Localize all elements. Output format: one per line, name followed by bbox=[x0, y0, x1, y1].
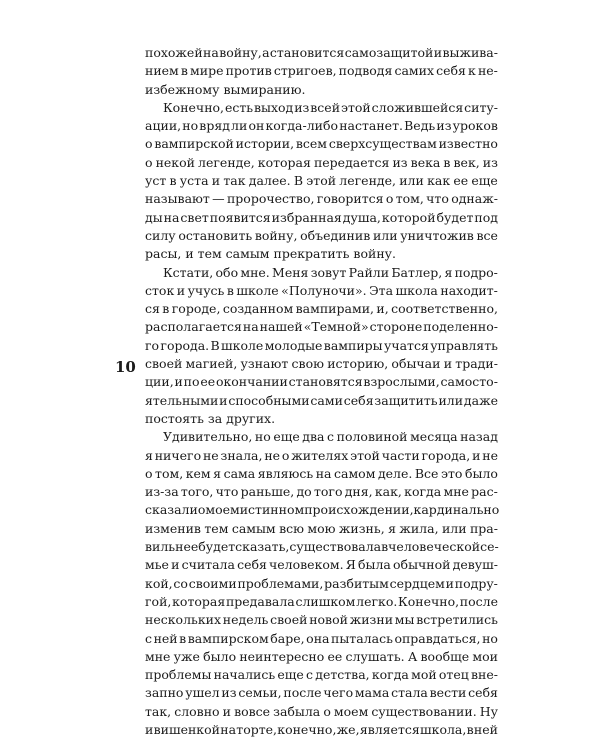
text-line: кой, со своими проблемами, разбитым сердцем и подру- bbox=[145, 575, 498, 591]
text-line: мне уже было неинтересно ее слушать. А вообще мои bbox=[145, 648, 498, 664]
text-line: Удивительно, но еще два с половиной месяца назад bbox=[163, 429, 498, 445]
text-line: проблемы начались еще с детства, когда мой отец вне- bbox=[145, 667, 498, 683]
text-line: ации, но вряд ли он когда-либо настанет. Ведь из уроков bbox=[145, 118, 498, 134]
text-line: ды на свет появится избранная душа, которой будет под bbox=[145, 209, 498, 225]
text-line: о некой легенде, которая передается из века в век, из bbox=[145, 154, 498, 170]
text-line: гой, которая предавала слишком легко. Конечно, после bbox=[145, 593, 498, 609]
text-line: постоять за других. bbox=[145, 410, 276, 426]
text-line: называют — пророчество, говорится о том, что однаж- bbox=[145, 191, 498, 207]
text-line: располагается на нашей «Темной» стороне поделенно- bbox=[145, 319, 498, 335]
text-line: мье и считала себя человеком. Я была обычной девуш- bbox=[145, 557, 498, 573]
page-number: 10 bbox=[115, 358, 136, 376]
text-line: Кстати, обо мне. Меня зовут Райли Батлер, я подро- bbox=[163, 264, 498, 280]
text-line: ся в городе, созданном вампирами, и, соответственно, bbox=[145, 301, 498, 317]
text-line: запно ушел из семьи, после чего мама стала вести себя bbox=[145, 685, 498, 701]
text-line: своей магией, узнают свою историю, обычаи и тради- bbox=[145, 356, 498, 372]
text-line: сказали о моем истинном происхождении, кардинально bbox=[145, 502, 500, 518]
text-line: вильнее будет сказать, существовала в человеческой се- bbox=[145, 539, 499, 555]
text-line: сток и учусь в школе «Полуночи». Эта школа находит- bbox=[145, 282, 498, 298]
text-line: из-за того, что раньше, до того дня, как, когда мне рас- bbox=[145, 484, 498, 500]
text-line: с ней в вампирском баре, она пыталась оправдаться, но bbox=[145, 630, 498, 646]
text-line: уст в уста и так далее. В этой легенде, или как ее еще bbox=[145, 173, 498, 189]
text-line: го города. В школе молодые вампиры учатся управлять bbox=[145, 337, 498, 353]
text-line: Конечно, есть выход из всей этой сложившейся ситу- bbox=[163, 99, 498, 115]
text-line: нием в мире против стригоев, подводя самих себя к не- bbox=[145, 63, 498, 79]
text-line: ятельными и способными сами себя защитить или даже bbox=[145, 392, 498, 408]
text-line: расы, и тем самым прекратить войну. bbox=[145, 246, 396, 262]
text-line: о вампирской истории, всем сверхсуществам известно bbox=[145, 136, 498, 152]
text-line: так, словно и вовсе забыла о моем существовании. Ну bbox=[145, 703, 498, 719]
text-line: нескольких недель своей новой жизни мы встретились bbox=[145, 612, 498, 628]
text-line: избежному вымиранию. bbox=[145, 81, 306, 97]
text-line: о том, кем я сама являюсь на самом деле. Все это было bbox=[145, 465, 498, 481]
text-line: силу остановить войну, объединив или уничтожив все bbox=[145, 227, 498, 243]
text-line: и вишенкой на торте, конечно, же, является школа, в ней bbox=[145, 721, 498, 737]
body-text bbox=[145, 44, 498, 739]
text-line: ции, и по ее окончании становятся взрослыми, самосто- bbox=[145, 374, 498, 390]
text-line: похожей на войну, а становится самозащитой и выжива- bbox=[145, 45, 498, 60]
text-line: изменив тем самым всю мою жизнь, я жила, или пра- bbox=[145, 520, 498, 536]
text-line: я ничего не знала, не о жителях этой части города, и не bbox=[145, 447, 498, 463]
